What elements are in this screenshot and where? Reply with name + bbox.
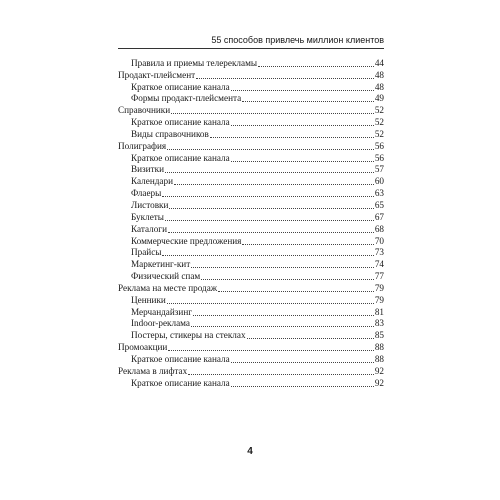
toc-entry-label: Постеры, стикеры на стеклах xyxy=(131,330,246,341)
toc-section-entry xyxy=(118,140,384,152)
toc-subsection-entry xyxy=(118,294,384,306)
toc-entry-label: Буклеты xyxy=(131,211,164,222)
dot-leader xyxy=(169,208,373,209)
dot-leader xyxy=(168,232,374,233)
toc-entry-label: Физический спам xyxy=(131,271,201,282)
toc-section-entry xyxy=(118,341,384,353)
toc-subsection-entry xyxy=(118,57,384,69)
toc-entry-label: Краткое описание канала xyxy=(131,81,230,92)
toc-entry-label: Справочники xyxy=(118,105,171,116)
toc-entry-page-number: 60 xyxy=(374,176,384,187)
toc-entry-label: Мерчандайзинг xyxy=(131,306,193,317)
running-head: 55 способов привлечь миллион клиентов xyxy=(211,35,384,45)
toc-entry-label: Визитки xyxy=(131,164,164,175)
toc-entry-page-number: 48 xyxy=(374,69,384,80)
toc-entry-label: Промоакции xyxy=(118,342,168,353)
dot-leader xyxy=(196,78,374,79)
toc-entry-label: Коммерческие предложения xyxy=(131,235,242,246)
toc-entry-label: Листовки xyxy=(131,199,169,210)
dot-leader xyxy=(231,161,374,162)
dot-leader xyxy=(162,196,374,197)
dot-leader xyxy=(231,362,374,363)
toc-subsection-entry xyxy=(118,128,384,140)
dot-leader xyxy=(247,338,374,339)
toc-subsection-entry xyxy=(118,353,384,365)
toc-subsection-entry xyxy=(118,223,384,235)
toc-entry-label: Реклама на месте продаж xyxy=(118,282,218,293)
toc-entry-label: Indoor-реклама xyxy=(131,318,190,329)
toc-subsection-entry xyxy=(118,187,384,199)
dot-leader xyxy=(165,220,374,221)
toc-entry-page-number: 63 xyxy=(374,188,384,199)
dot-leader xyxy=(201,279,374,280)
toc-section-entry xyxy=(118,365,384,377)
dot-leader xyxy=(258,66,374,67)
dot-leader xyxy=(242,101,374,102)
toc-subsection-entry xyxy=(118,116,384,128)
toc-subsection-entry xyxy=(118,318,384,330)
page-number: 4 xyxy=(247,446,253,457)
toc-entry-page-number: 88 xyxy=(374,342,384,353)
toc-entry-label: Краткое описание канала xyxy=(131,152,230,163)
toc-entry-label: Правила и приемы телерекламы xyxy=(131,57,258,68)
dot-leader xyxy=(191,267,374,268)
dot-leader xyxy=(162,255,373,256)
toc-entry-page-number: 88 xyxy=(374,353,384,364)
toc-entry-page-number: 74 xyxy=(374,259,384,270)
toc-subsection-entry xyxy=(118,175,384,187)
toc-entry-page-number: 70 xyxy=(374,235,384,246)
toc-entry-label: Формы продакт-плейсмента xyxy=(131,93,242,104)
dot-leader xyxy=(191,326,374,327)
toc-section-entry xyxy=(118,69,384,81)
toc-entry-page-number: 83 xyxy=(374,318,384,329)
dot-leader xyxy=(231,386,374,387)
toc-subsection-entry xyxy=(118,152,384,164)
toc-entry-page-number: 79 xyxy=(374,294,384,305)
dot-leader xyxy=(218,291,374,292)
header-rule xyxy=(118,48,384,49)
toc-subsection-entry xyxy=(118,247,384,259)
toc-entry-label: Прайсы xyxy=(131,247,162,258)
toc-entry-page-number: 92 xyxy=(374,377,384,388)
toc-subsection-entry xyxy=(118,306,384,318)
dot-leader xyxy=(210,137,374,138)
toc-entry-label: Краткое описание канала xyxy=(131,353,230,364)
toc-entry-label: Календари xyxy=(131,176,174,187)
toc-subsection-entry xyxy=(118,329,384,341)
toc-entry-page-number: 52 xyxy=(374,117,384,128)
toc-subsection-entry xyxy=(118,199,384,211)
table-of-contents xyxy=(118,57,384,389)
dot-leader xyxy=(231,125,374,126)
toc-subsection-entry xyxy=(118,164,384,176)
toc-entry-label: Каталоги xyxy=(131,223,167,234)
toc-entry-label: Ценники xyxy=(131,294,166,305)
toc-subsection-entry xyxy=(118,211,384,223)
toc-subsection-entry xyxy=(118,258,384,270)
toc-section-entry xyxy=(118,282,384,294)
toc-entry-label: Краткое описание канала xyxy=(131,377,230,388)
dot-leader xyxy=(165,172,374,173)
toc-entry-page-number: 44 xyxy=(374,57,384,68)
toc-entry-page-number: 85 xyxy=(374,330,384,341)
toc-entry-page-number: 79 xyxy=(374,282,384,293)
dot-leader xyxy=(174,184,374,185)
toc-entry-page-number: 56 xyxy=(374,140,384,151)
toc-entry-page-number: 67 xyxy=(374,211,384,222)
dot-leader xyxy=(167,149,374,150)
dot-leader xyxy=(231,90,374,91)
dot-leader xyxy=(188,374,374,375)
toc-entry-label: Флаеры xyxy=(131,188,162,199)
toc-entry-page-number: 56 xyxy=(374,152,384,163)
toc-entry-label: Полиграфия xyxy=(118,140,167,151)
toc-entry-page-number: 52 xyxy=(374,105,384,116)
toc-entry-page-number: 77 xyxy=(374,271,384,282)
toc-entry-page-number: 92 xyxy=(374,365,384,376)
toc-entry-page-number: 57 xyxy=(374,164,384,175)
toc-subsection-entry xyxy=(118,235,384,247)
toc-entry-page-number: 48 xyxy=(374,81,384,92)
toc-entry-page-number: 49 xyxy=(374,93,384,104)
toc-section-entry xyxy=(118,104,384,116)
dot-leader xyxy=(167,303,374,304)
toc-subsection-entry xyxy=(118,81,384,93)
toc-subsection-entry xyxy=(118,377,384,389)
toc-entry-page-number: 81 xyxy=(374,306,384,317)
toc-entry-label: Реклама в лифтах xyxy=(118,365,188,376)
toc-entry-label: Краткое описание канала xyxy=(131,117,230,128)
toc-entry-page-number: 73 xyxy=(374,247,384,258)
toc-entry-label: Маркетинг-кит xyxy=(131,259,191,270)
toc-entry-label: Виды справочников xyxy=(131,128,209,139)
toc-entry-page-number: 52 xyxy=(374,128,384,139)
toc-entry-label: Продакт-плейсмент xyxy=(118,69,196,80)
toc-subsection-entry xyxy=(118,93,384,105)
dot-leader xyxy=(168,350,373,351)
toc-subsection-entry xyxy=(118,270,384,282)
toc-entry-page-number: 68 xyxy=(374,223,384,234)
dot-leader xyxy=(242,244,373,245)
dot-leader xyxy=(193,315,374,316)
toc-entry-page-number: 65 xyxy=(374,199,384,210)
dot-leader xyxy=(171,113,374,114)
